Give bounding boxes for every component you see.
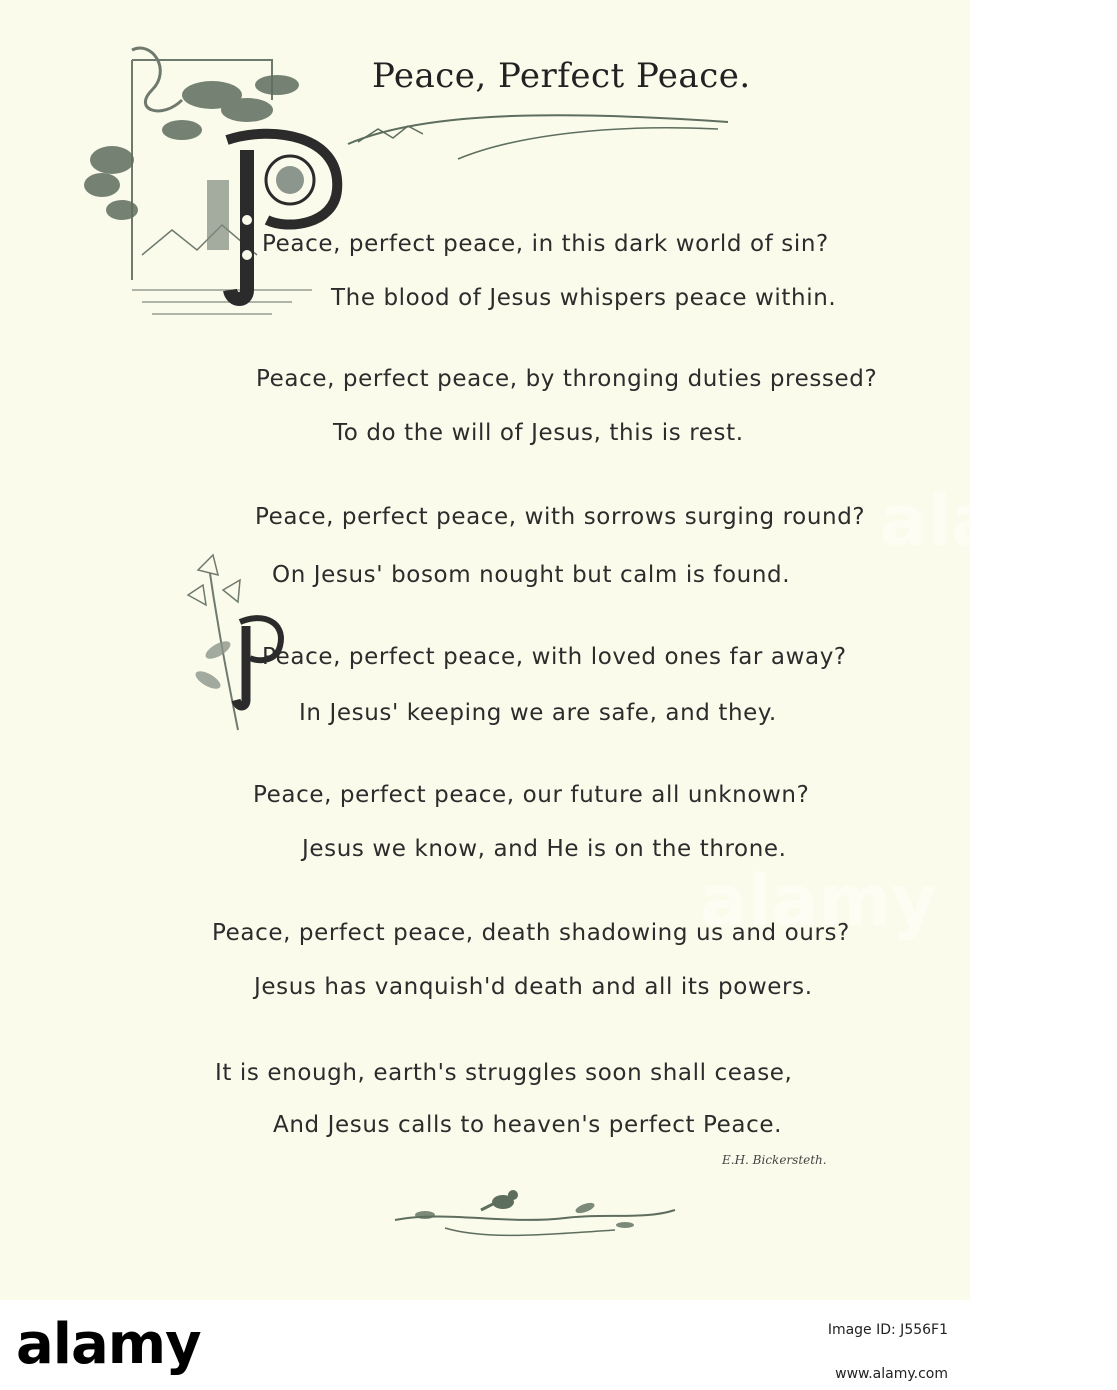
stanza-3-line-2: On Jesus' bosom nought but calm is found.: [272, 562, 791, 588]
stanza-4-line-2: In Jesus' keeping we are safe, and they.: [299, 700, 777, 726]
image-id: Image ID: J556F1: [827, 1322, 948, 1338]
watermark: alamy: [880, 480, 1117, 562]
title-flourish: [338, 104, 738, 174]
stanza-6-line-2: Jesus has vanquish'd death and all its powers.: [254, 974, 813, 1000]
poem-author: E.H. Bickersteth.: [722, 1153, 827, 1167]
stanza-6-line-1: Peace, perfect peace, death shadowing us and ours?: [212, 920, 850, 946]
stanza-1-line-1: Peace, perfect peace, in this dark world of sin?: [262, 231, 829, 257]
stanza-7-line-2: And Jesus calls to heaven's perfect Peace.: [273, 1112, 783, 1138]
watermark: alamy: [700, 860, 938, 942]
brand-logo: alamy: [16, 1312, 201, 1377]
stock-footer: [0, 1300, 970, 1390]
stanza-2-line-2: To do the will of Jesus, this is rest.: [333, 420, 744, 446]
stanza-3-line-1: Peace, perfect peace, with sorrows surging round?: [255, 504, 866, 530]
stanza-4-line-1: Peace, perfect peace, with loved ones far away?: [262, 644, 847, 670]
illuminated-initial-p-lily: [168, 540, 288, 740]
illuminated-initial-p-landscape: [72, 40, 372, 340]
stanza-2-line-1: Peace, perfect peace, by thronging duties pressed?: [256, 366, 878, 392]
bird-branch-vignette: [385, 1180, 685, 1250]
poem-title: Peace, Perfect Peace.: [372, 56, 751, 96]
stanza-5-line-2: Jesus we know, and He is on the throne.: [302, 836, 787, 862]
site-url[interactable]: www.alamy.com: [835, 1366, 948, 1382]
stanza-1-line-2: The blood of Jesus whispers peace within.: [331, 285, 837, 311]
stanza-5-line-1: Peace, perfect peace, our future all unknown?: [253, 782, 810, 808]
stanza-7-line-1: It is enough, earth's struggles soon shall cease,: [215, 1060, 793, 1086]
